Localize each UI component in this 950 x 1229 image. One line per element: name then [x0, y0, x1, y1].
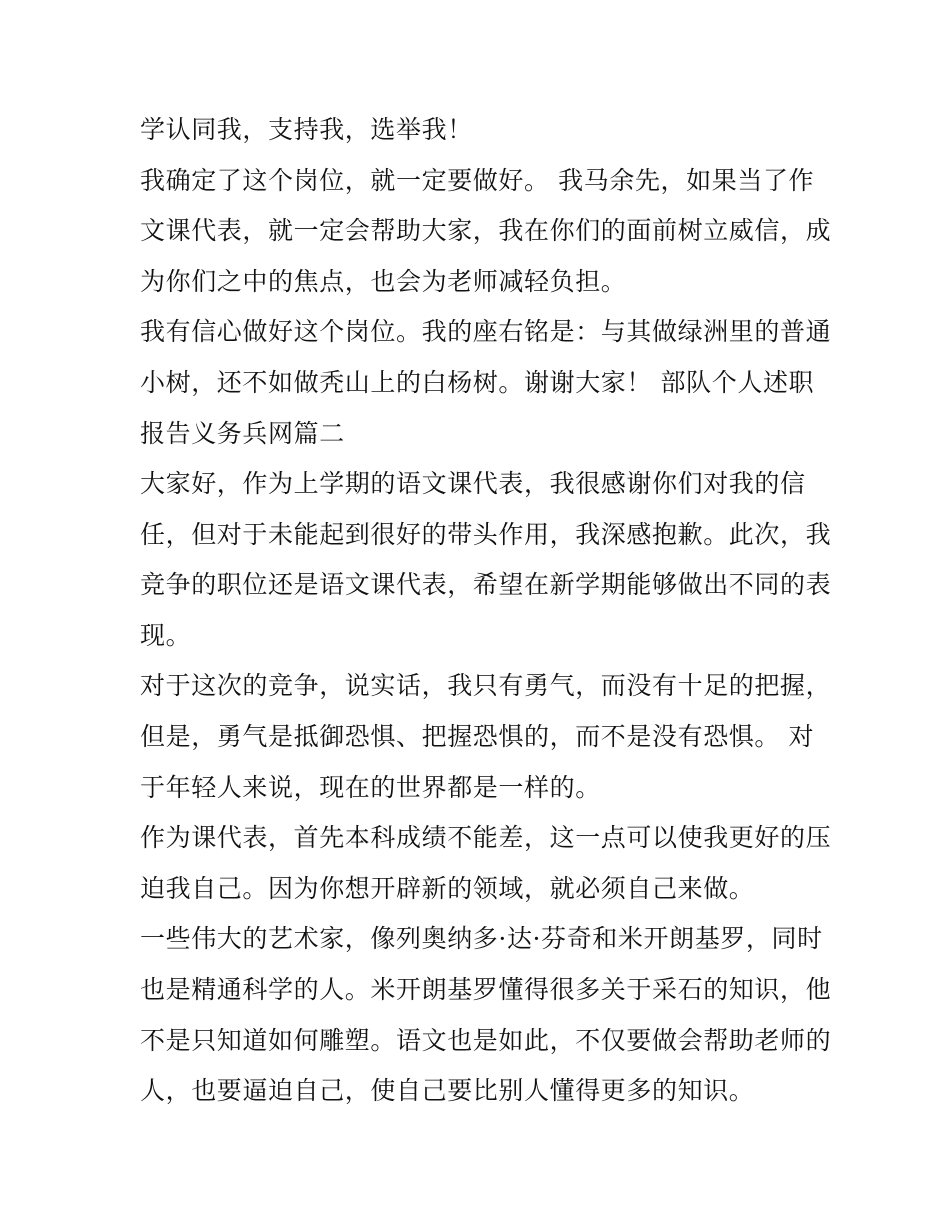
text-line: 迫我自己。因为你想开辟新的领域，就必须自己来做。: [140, 874, 755, 903]
text-line: 竞争的职位还是语文课代表，希望在新学期能够做出不同的表: [140, 570, 832, 599]
text-line: 我有信心做好这个岗位。我的座右铭是：与其做绿洲里的普通: [140, 317, 832, 346]
text-line: 现。: [140, 621, 192, 650]
text-line: 也是精通科学的人。米开朗基罗懂得很多关于采石的知识，他: [140, 975, 832, 1004]
text-line: 于年轻人来说，现在的世界都是一样的。: [140, 773, 601, 802]
text-line: 人，也要逼迫自己，使自己要比别人懂得更多的知识。: [140, 1076, 755, 1105]
text-line: 报告义务兵网篇二: [140, 419, 345, 448]
text-line: 对于这次的竞争，说实话，我只有勇气，而没有十足的把握，: [140, 671, 832, 700]
text-line: 小树，还不如做秃山上的白杨树。谢谢大家！ 部队个人述职: [140, 368, 815, 397]
text-line: 任，但对于未能起到很好的带头作用，我深感抱歉。此次，我: [140, 520, 832, 549]
text-line: 为你们之中的焦点，也会为老师减轻负担。: [140, 267, 627, 296]
text-line: 一些伟大的艺术家，像列奥纳多·达·芬奇和米开朗基罗，同时: [140, 924, 823, 953]
text-line: 作为课代表，首先本科成绩不能差，这一点可以使我更好的压: [140, 823, 832, 852]
text-line: 大家好，作为上学期的语文课代表，我很感谢你们对我的信: [140, 469, 806, 498]
text-line: 不是只知道如何雕塑。语文也是如此，不仅要做会帮助老师的: [140, 1026, 832, 1055]
text-line: 学认同我，支持我，选举我！: [140, 115, 473, 144]
text-line: 我确定了这个岗位，就一定要做好。 我马余先，如果当了作: [140, 166, 815, 195]
text-line: 但是，勇气是抵御恐惧、把握恐惧的，而不是没有恐惧。 对: [140, 722, 815, 751]
text-line: 文课代表，就一定会帮助大家，我在你们的面前树立威信，成: [140, 216, 832, 245]
